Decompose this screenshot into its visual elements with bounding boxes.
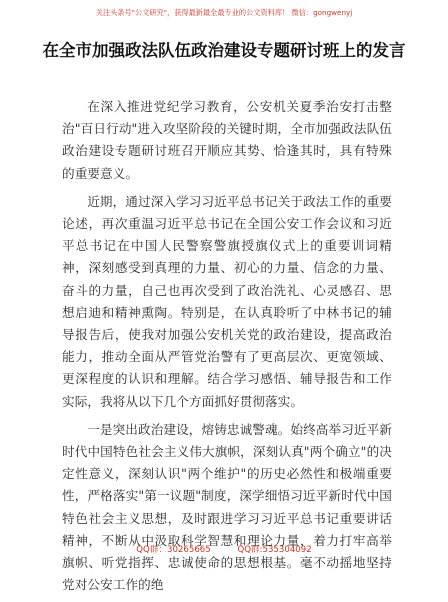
qq-group-2: QQ群:535304092 [237,545,312,555]
paragraph: 近期，通过深入学习习近平总书记关于政法工作的重要论述，再次重温习近平总书记在全国公安工作会议和习近平总书记在中国人民警察警旗授旗仪式上的重要训词精神，深刻感受到真理的力量、初心的力量、信念的力量、奋斗的力量，自己也再次受到了政治洗礼、心灵感召、思想启迪和精神熏陶。特别是，在认真聆听了中林书记的辅导报告后，使我对加强公安机关党的政治建设，提高政治能力，推动全面从严管党治警有了更高层次、更宽领域、更深程度的认识和理解。结合学习感悟、辅导报告和工作实际，我将从以下几个方面抓好贯彻落实。 [62,193,392,409]
qq-group-1: QQ群：30265665 [136,545,211,555]
footer-contacts [0,543,448,555]
promo-banner: 关注头条号"公文研究"，获得最新最全最专业的公文资料库！ 微信：gongwenyj [95,8,353,17]
document-body [62,96,392,602]
paragraph: 在深入推进党纪学习教育，公安机关夏季治安打击整治"百日行动"进入攻坚阶段的关键时期，全市加强政法队伍政治建设专题研讨班召开顺应其势、恰逢其时，具有特殊的重要意义。 [62,99,392,181]
paragraph: 一是突出政治建设，熔铸忠诚警魂。始终高举习近平新时代中国特色社会主义伟大旗帜，深刻认真"两个确立"的决定性意义，深刻认识"两个维护"的历史必然性和极端重要性，严格落实"第一议题"制度，深学细悟习近平新时代中国特色社会主义思想，及时跟进学习习近平总书记重要讲话精神，不断从中汲取科学智慧和理论力量，着力打牢高举旗帜、听党指挥、忠诚使命的思想根基。毫不动摇地坚持党对公安工作的绝 [62,421,392,593]
document-title: 在全市加强政法队伍政治建设专题研讨班上的发言 [42,41,406,60]
